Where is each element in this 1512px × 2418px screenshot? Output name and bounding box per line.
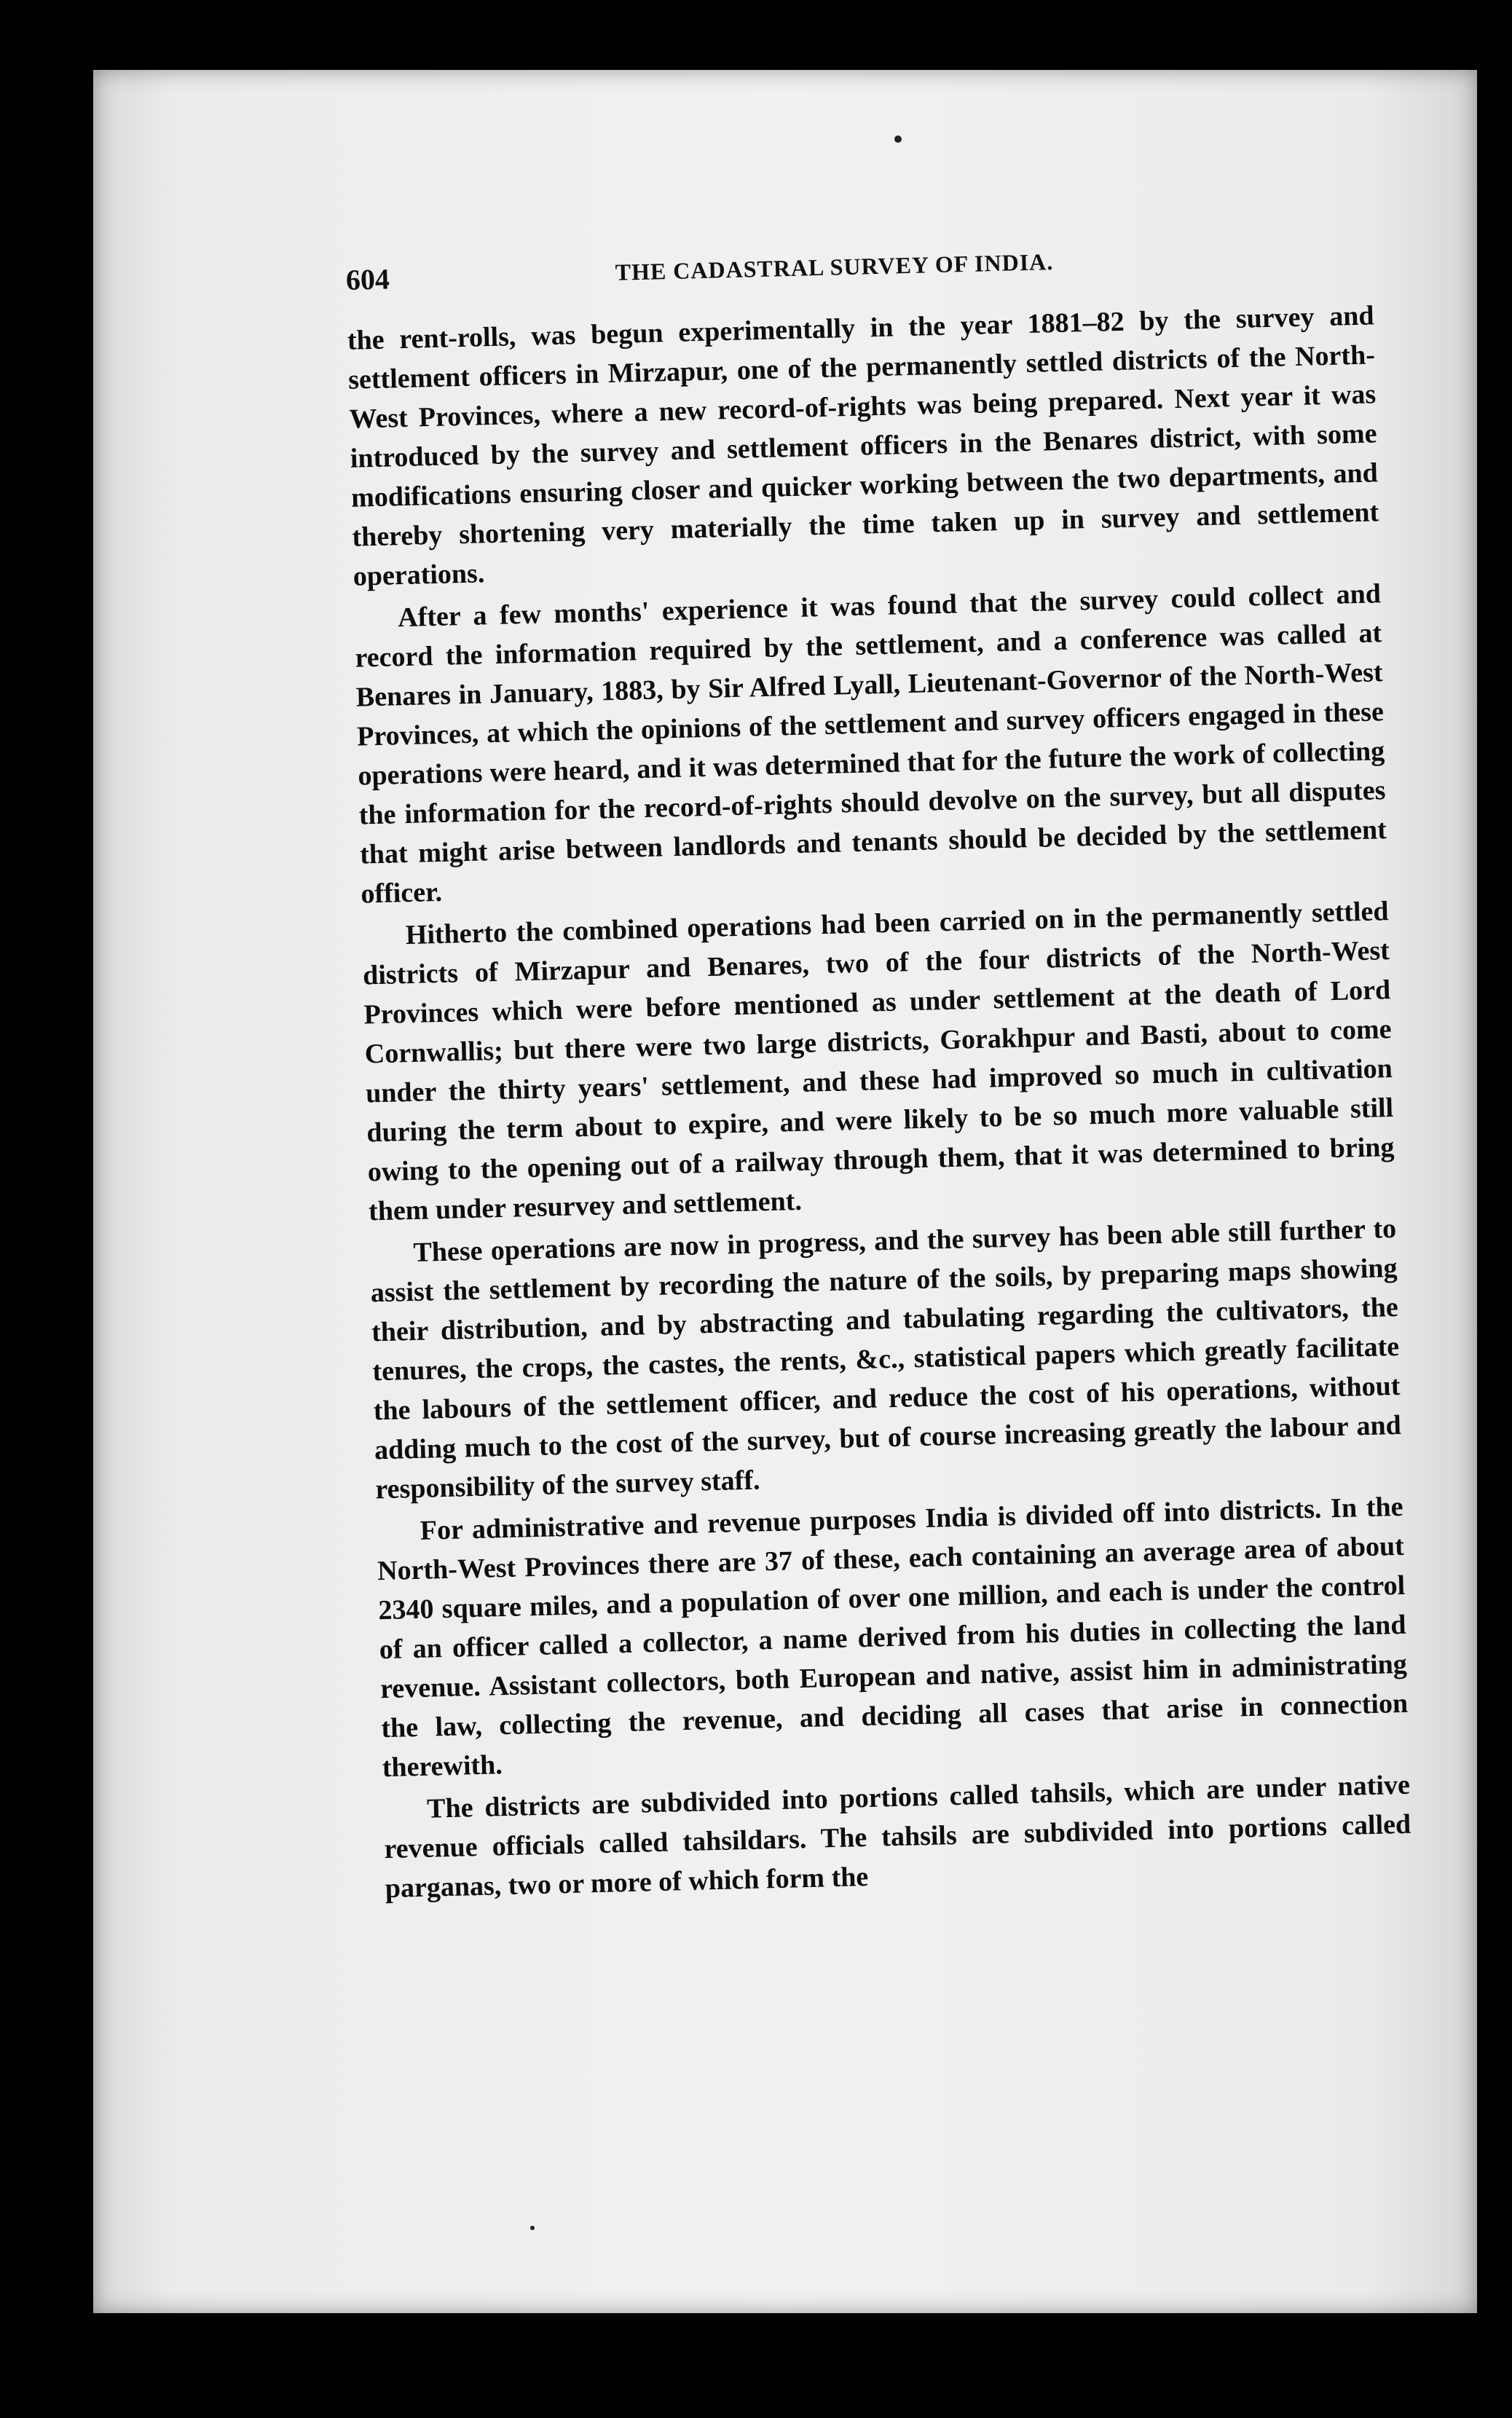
paragraph-benares-conference: After a few months' experience it was found that the survey could collect and record the information required by the settlement, and a conference was called at Benares in January, 1883, by Sir Alfred Lyall, Lieutenant-Governor of the North-West Provinces, at which the opinions of the settlement and survey officers engaged in these operations were heard, and it was determined that for the future the work of collecting the information for the record-of-rights should devolve on the survey, but all disputes that might arise between landlords and tenants should be decided by the settlement officer.: [355, 578, 1387, 910]
page-content: [93, 53, 1512, 2330]
scan-speck: [894, 135, 902, 143]
scan-speck: [530, 2226, 535, 2230]
paragraph-operations-progress: These operations are now in progress, and the survey has been able still further to assist the settlement by recording the nature of the soils, by preparing maps showing their distribution, and by abstracting and tabulating regarding the cultivators, the tenures, the crops, the castes, the rents, &c., statistical papers which greatly facilitate the labours of the settlement officer, and reduce the cost of his operations, without adding much to the cost of the survey, but of course increasing greatly the labour and responsibility of the survey staff.: [370, 1213, 1402, 1505]
paragraph-tahsils: The districts are subdivided into portions called tahsils, which are under native revenue officials called tahsildars. The tahsils are subdivided into portions called parganas, two or more of which form the: [384, 1769, 1411, 1905]
paragraph-gorakhpur-basti: Hitherto the combined operations had been carried on in the permanently settled districts of Mirzapur and Benares, two of the four districts of the North-West Provinces which were before mentioned as under settlement at the death of Lord Cornwallis; but there were two large districts, Gorakhpur and Basti, about to come under the thirty years' settlement, and these had improved so much in cultivation during the term about to expire, and were likely to be so much more valuable still owing to the opening out of a railway through them, that it was determined to bring them under resurvey and settlement.: [362, 896, 1395, 1227]
paragraph-continuation: the rent-rolls, was begun experimentally in the year 1881–82 by the survey and settlement officers in Mirzapur, one of the permanently settled districts of the North-West Provinces, where a new record-of-rights was being prepared. Next year it was introduced by the survey and settlement officers in the Benares district, with some modifications ensuring closer and quicker working between the two departments, and thereby shortening very materially the time taken up in survey and settlement operations.: [347, 300, 1379, 592]
body-text: [347, 296, 1412, 1911]
book-page: [93, 70, 1477, 2313]
running-head: [345, 237, 1373, 306]
running-title: THE CADASTRAL SURVEY OF INDIA.: [615, 248, 1054, 285]
page-number: 604: [345, 262, 390, 296]
paragraph-districts: For administrative and revenue purposes India is divided off into districts. In the North-West Provinces there are 37 of these, each containing an average area of about 2340 square miles, and a population of over one million, and each is under the control of an officer called a collector, a name derived from his duties in collecting the land revenue. Assistant collectors, both European and native, assist him in administrating the law, collecting the revenue, and deciding all cases that arise in connection therewith.: [377, 1491, 1409, 1784]
